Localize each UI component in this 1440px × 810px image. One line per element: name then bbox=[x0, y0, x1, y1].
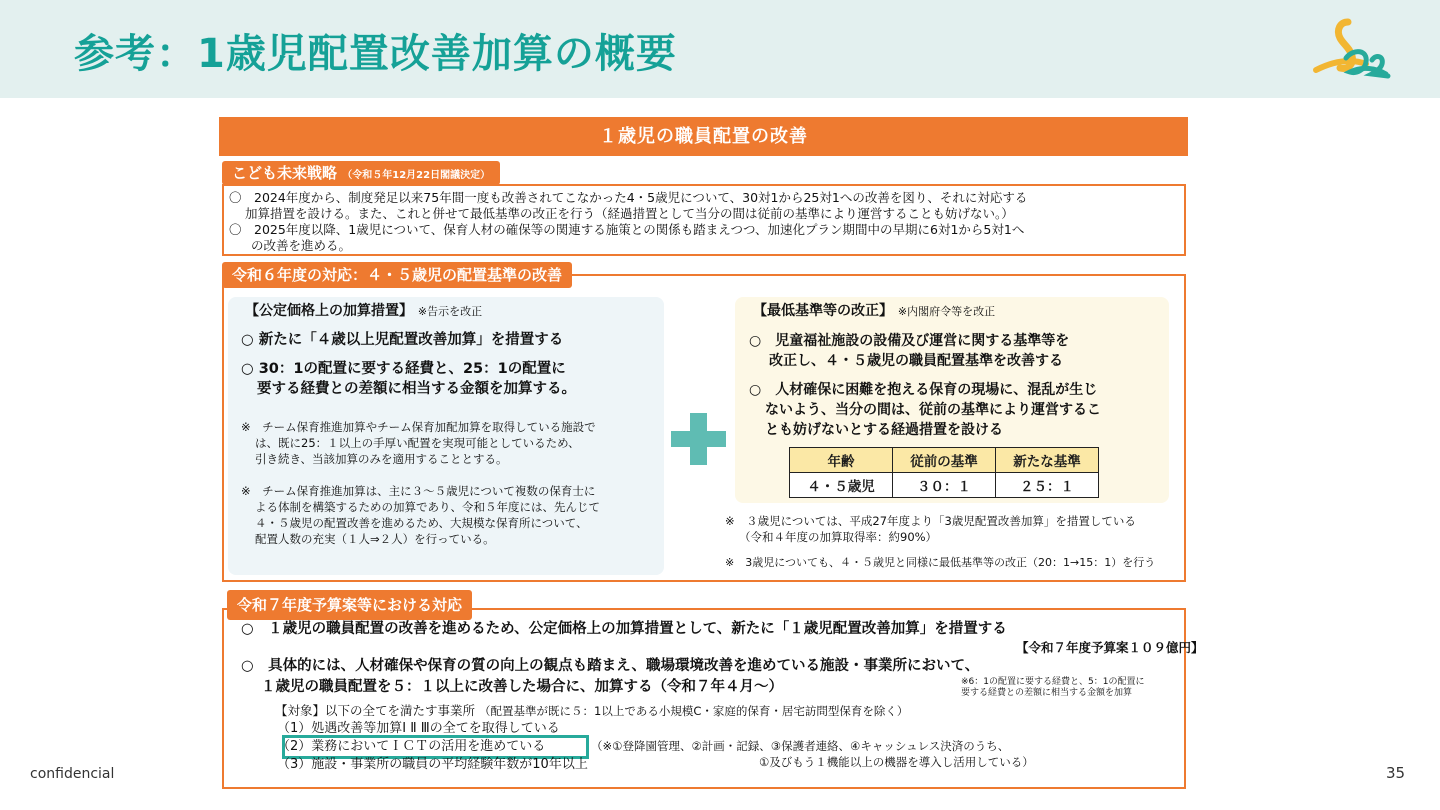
r7-condition-1: （1）処遇改善等加算Ⅰ Ⅱ Ⅲの全てを取得している bbox=[277, 721, 560, 736]
table-cell: ３０：１ bbox=[893, 473, 996, 498]
policy-slide bbox=[219, 117, 1204, 791]
left-note-2a: ※ チーム保育推進加算は、主に３～５歳児について複数の保育士に bbox=[241, 484, 596, 498]
right-heading-note: ※内閣府令等を改正 bbox=[897, 305, 996, 318]
table-header-cell: 従前の基準 bbox=[893, 448, 996, 473]
strategy-tag-note: （令和５年12月22日閣議決定） bbox=[342, 170, 491, 181]
r7-side-note-b: 要する経費との差額に相当する金額を加算 bbox=[961, 688, 1133, 698]
r7-target-label: 【対象】以下の全てを満たす事業所 bbox=[275, 703, 476, 718]
right-note-1a: ※ ３歳児については、平成27年度より「3歳児配置改善加算」を措置している bbox=[725, 514, 1136, 528]
page-number: 35 bbox=[1386, 764, 1406, 782]
r7-side-note-a: ※6：1の配置に要する経費と、5：1の配置に bbox=[961, 677, 1145, 687]
table-header-row bbox=[790, 448, 1099, 473]
strategy-line-4: の改善を進める。 bbox=[251, 238, 352, 253]
right-heading-text: 【最低基準等の改正】 bbox=[753, 303, 893, 319]
table-cell: ２５：１ bbox=[996, 473, 1099, 498]
left-note-2d: 配置人数の充実（１人⇒２人）を行っている。 bbox=[255, 532, 495, 546]
left-note-2b: よる体制を構築するための加算であり、令和５年度には、先んじて bbox=[255, 500, 600, 514]
r7-line-2a: ○ 具体的には、人材確保や保育の質の向上の観点も踏まえ、職場環境改善を進めている施設・事業所において、 bbox=[241, 658, 980, 674]
table-row bbox=[790, 473, 1099, 498]
strategy-tag bbox=[222, 161, 500, 185]
header-bar bbox=[0, 0, 1440, 98]
left-bullet-2a: ○ 30：1の配置に要する経費と、25：1の配置に bbox=[241, 361, 566, 377]
right-bullet-2a: ○ 人材確保に困難を抱える保育の現場に、混乱が生じ bbox=[749, 382, 1098, 398]
right-bullet-2b: ないよう、当分の間は、従前の基準により運営するこ bbox=[765, 402, 1101, 418]
left-note-1c: 引き続き、当該加算のみを適用することとする。 bbox=[255, 452, 508, 466]
r7-target bbox=[275, 702, 908, 720]
left-note-1b: は、既に25：１以上の手厚い配置を実現可能としているため、 bbox=[255, 436, 580, 450]
table-header-cell: 新たな基準 bbox=[996, 448, 1099, 473]
right-note-1b: （令和４年度の加算取得率：約90%） bbox=[739, 530, 938, 544]
r7-target-note: （配置基準が既に５：1以上である小規模C・家庭的保育・居宅訪問型保育を除く） bbox=[479, 704, 909, 718]
right-bullet-1b: 改正し、４・５歳児の職員配置基準を改善する bbox=[769, 353, 1063, 369]
right-bullet-2c: とも妨げないとする経過措置を設ける bbox=[765, 422, 1003, 438]
standards-table bbox=[789, 447, 1099, 498]
left-note-2c: ４・５歳児の配置改善を進めるため、大規模な保育所について、 bbox=[255, 516, 588, 530]
right-bullet-1a: ○ 児童福祉施設の設備及び運営に関する基準等を bbox=[749, 333, 1070, 349]
r7-tag: 令和７年度予算案等における対応 bbox=[227, 590, 472, 620]
r7-line-2b: １歳児の職員配置を５：１以上に改善した場合に、加算する（令和７年４月～） bbox=[261, 679, 783, 695]
left-note-1a: ※ チーム保育推進加算やチーム保育加配加算を取得している施設で bbox=[241, 420, 596, 434]
r7-condition-2-note-b: ①及びもう１機能以上の機器を導入し活用している） bbox=[759, 755, 1034, 769]
plus-icon bbox=[671, 413, 726, 465]
left-heading bbox=[245, 303, 482, 320]
strategy-line-1: 〇 2024年度から、制度発足以来75年間一度も改善されてこなかった4・5歳児について、30対1から25対1への改善を図り、それに対応する bbox=[229, 190, 1028, 205]
brand-logo-icon bbox=[1310, 14, 1394, 84]
r7-condition-2: （2）業務においてＩＣＴの活用を進めている bbox=[277, 739, 546, 754]
strategy-line-3: 〇 2025年度以降、1歳児について、保育人材の確保等の関連する施策との関係も踏まえつつ、加速化プラン期間中の早期に6対1から5対1へ bbox=[229, 222, 1025, 237]
r6-tag: 令和６年度の対応：４・５歳児の配置基準の改善 bbox=[222, 262, 572, 288]
slide-banner: １歳児の職員配置の改善 bbox=[219, 117, 1188, 156]
page-title: 参考：1歳児配置改善加算の概要 bbox=[74, 31, 677, 77]
table-header-cell: 年齢 bbox=[790, 448, 893, 473]
r7-condition-2-note-a: （※①登降園管理、②計画・記録、③保護者連絡、④キャッシュレス決済のうち、 bbox=[591, 739, 1010, 753]
left-heading-text: 【公定価格上の加算措置】 bbox=[245, 303, 413, 319]
footer-confidential: confidencial bbox=[30, 766, 115, 782]
right-note-2: ※ 3歳児についても、４・５歳児と同様に最低基準等の改正（20：1→15：1）を行う bbox=[725, 556, 1156, 569]
r7-line-1: ○ １歳児の職員配置の改善を進めるため、公定価格上の加算措置として、新たに「１歳児配置改善加算」を措置する bbox=[241, 621, 1007, 637]
strategy-line-2: 加算措置を設ける。また、これと併せて最低基準の改正を行う（経過措置として当分の間は従前の基準により運営することも妨げない。） bbox=[245, 206, 1014, 221]
left-heading-note: ※告示を改正 bbox=[417, 305, 483, 318]
right-heading bbox=[753, 303, 995, 320]
left-bullet-2b: 要する経費との差額に相当する金額を加算する。 bbox=[257, 381, 576, 397]
r7-condition-3: （3）施設・事業所の職員の平均経験年数が10年以上 bbox=[277, 757, 588, 772]
left-bullet-1: ○ 新たに「４歳以上児配置改善加算」を措置する bbox=[241, 332, 564, 348]
r7-budget: 【令和７年度予算案１０９億円】 bbox=[1016, 640, 1204, 655]
strategy-tag-label: こども未来戦略 bbox=[232, 164, 338, 182]
table-cell: ４・５歳児 bbox=[790, 473, 893, 498]
